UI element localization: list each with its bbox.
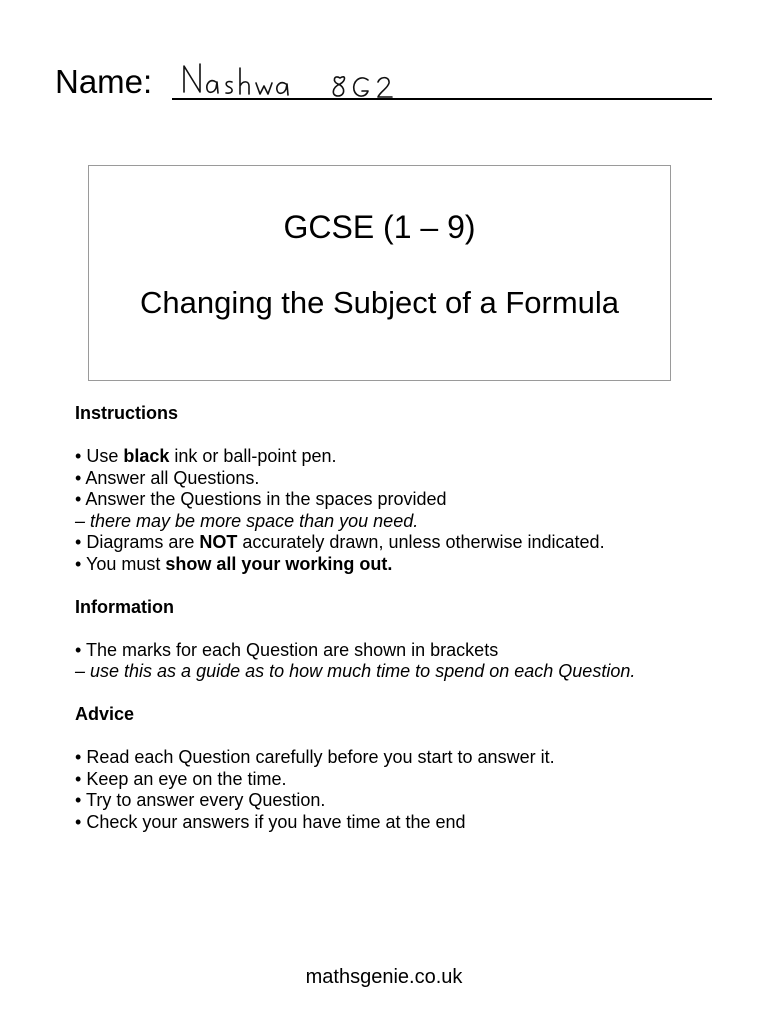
instructions-heading: Instructions — [75, 403, 179, 423]
advice-item: • Read each Question carefully before you start to answer it. — [75, 747, 555, 767]
footer-site-name: mathsgenie.co.uk — [305, 966, 463, 988]
information-note: – use this as a guide as to how much time to spend on each Question. — [75, 661, 636, 681]
title-box — [88, 165, 671, 381]
exam-level-title: GCSE (1 – 9) — [283, 209, 476, 245]
topic-title: Changing the Subject of a Formula — [139, 285, 620, 320]
advice-heading: Advice — [75, 704, 135, 724]
instruction-item: • Diagrams are NOT accurately drawn, unless otherwise indicated. — [75, 532, 605, 552]
information-heading: Information — [75, 596, 174, 617]
handwritten-name-signature — [180, 60, 420, 106]
name-label: Name: — [55, 63, 153, 100]
instruction-item: • You must show all your working out. — [75, 553, 393, 574]
advice-item: • Check your answers if you have time at the end — [75, 811, 466, 832]
information-item: • The marks for each Question are shown in brackets — [75, 639, 499, 660]
advice-item: • Keep an eye on the time. — [75, 768, 287, 789]
instruction-item: • Use black ink or ball-point pen. — [75, 446, 337, 466]
instruction-note: – there may be more space than you need. — [75, 510, 419, 531]
name-row — [55, 58, 715, 108]
instruction-item: • Answer the Questions in the spaces provided — [75, 489, 447, 509]
advice-item: • Try to answer every Question. — [75, 790, 326, 810]
instruction-item: • Answer all Questions. — [75, 467, 260, 488]
content — [75, 403, 745, 833]
